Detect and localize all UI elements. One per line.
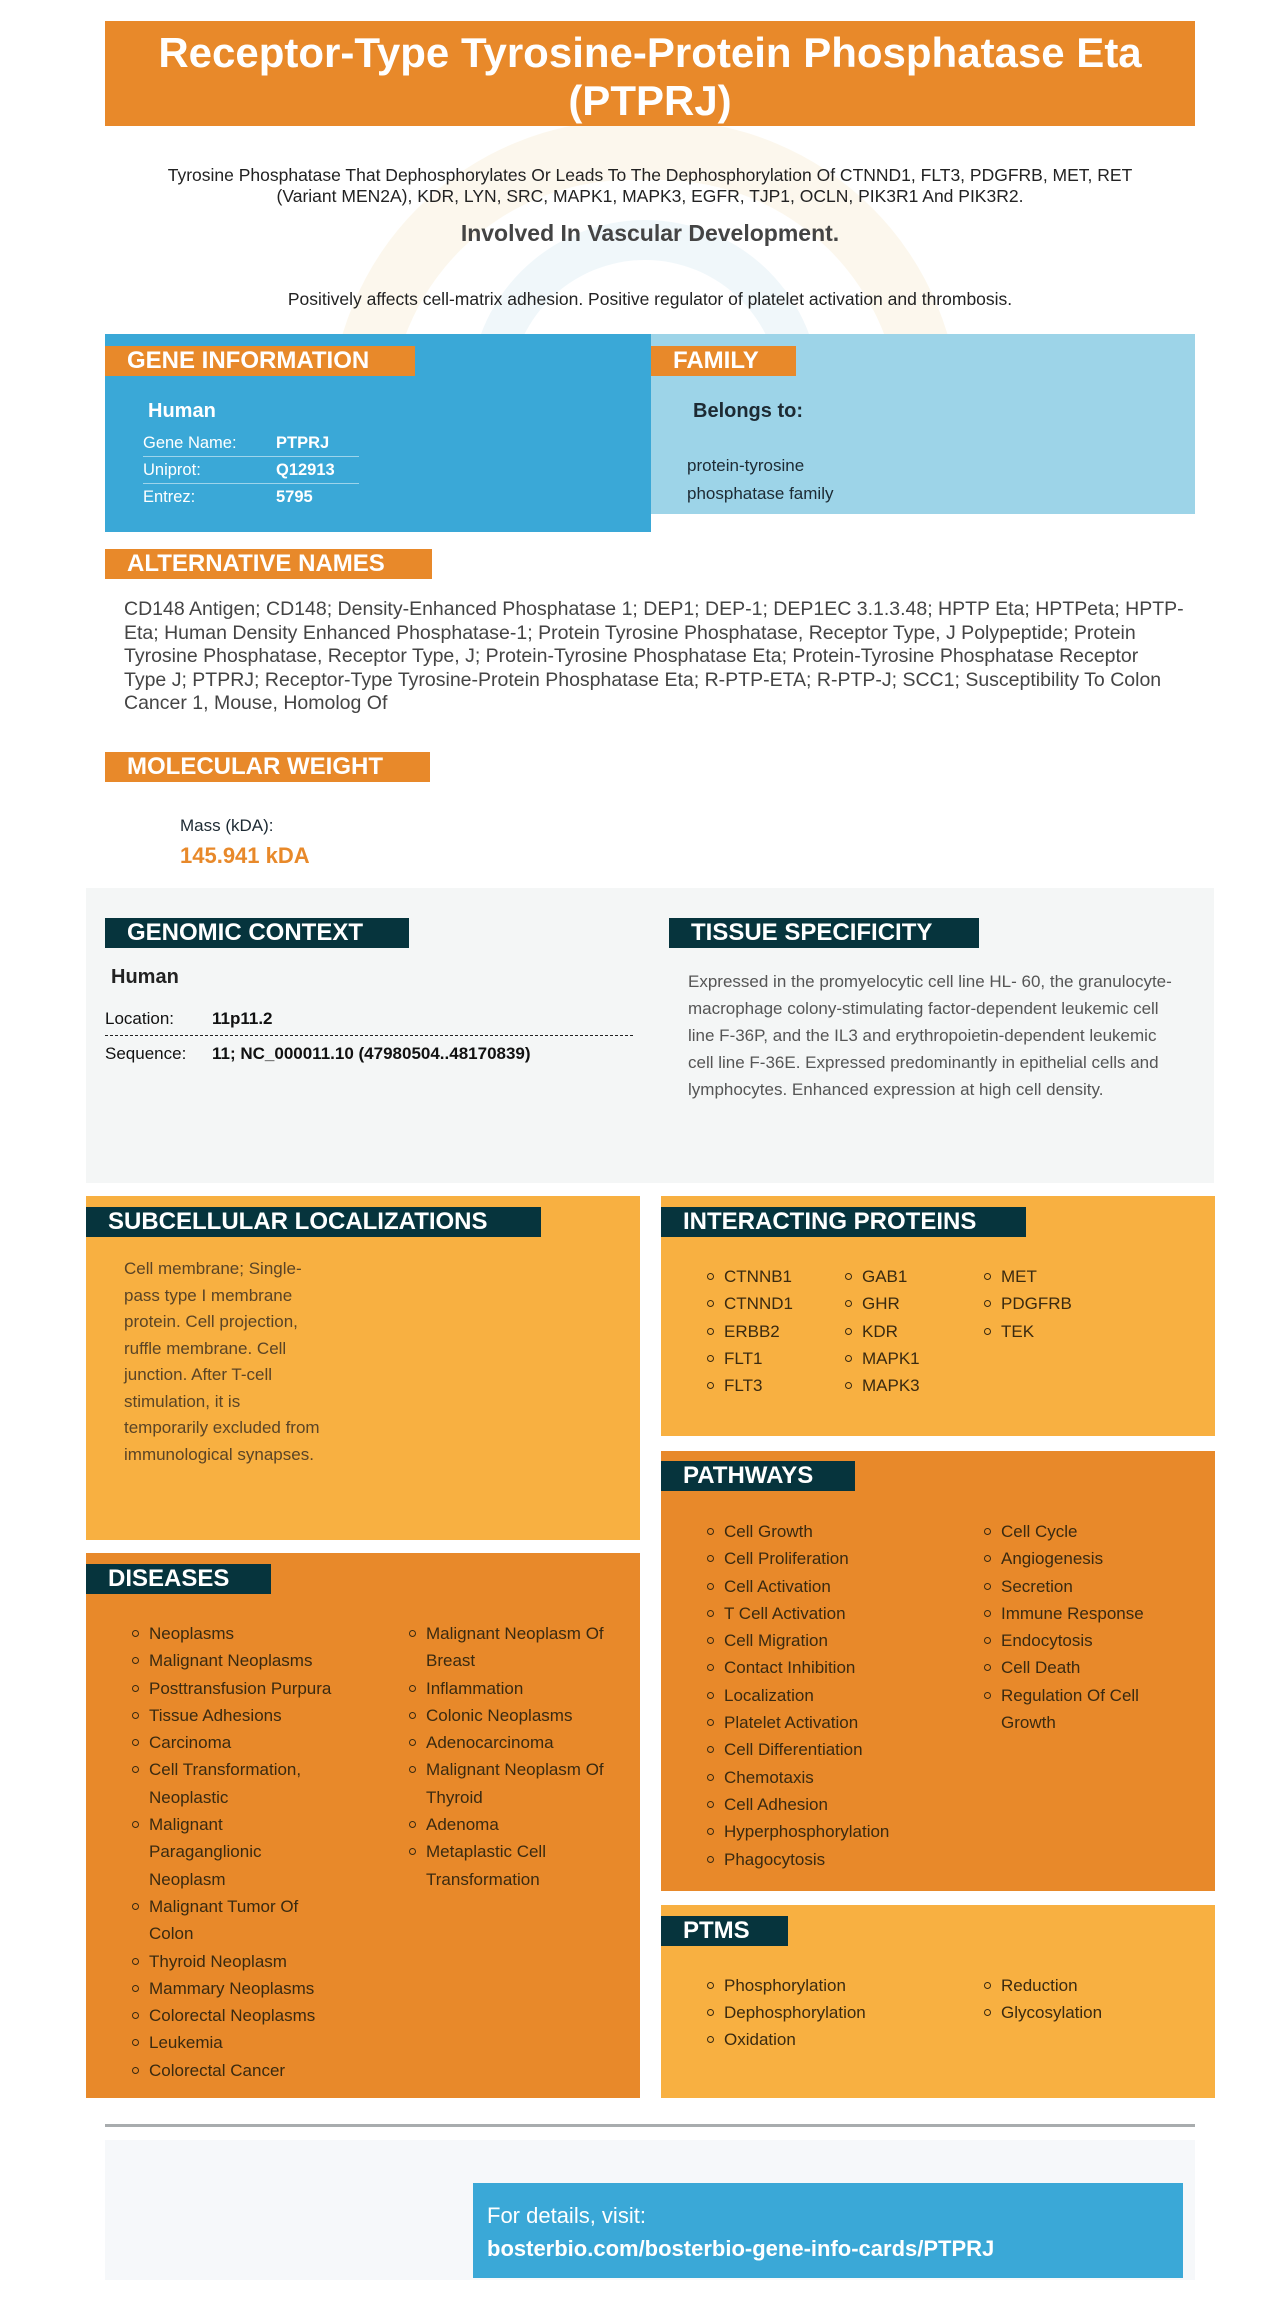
gene-info-key: Entrez: (143, 488, 196, 506)
gene-info-key: Gene Name: (143, 433, 237, 452)
gene-information-panel (105, 334, 651, 532)
genomic-species: Human (111, 966, 179, 988)
list-item: Adenocarcinoma (409, 1729, 624, 1756)
family-label: FAMILY (651, 346, 796, 376)
list-item: Metaplastic Cell Transformation (409, 1838, 624, 1893)
list-item: Leukemia (132, 2029, 352, 2056)
interacting-proteins-col2 (845, 1263, 920, 1399)
intro-text: Tyrosine Phosphatase That Dephosphorylates Or Leads To The Dephosphorylation Of CTNND1, FLT3, PDGFRB, MET, RET (Variant MEN2A), KDR, LYN, SRC, MAPK1, MAPK3, EGFR, TJP1, OCLN, PIK3R1 And PIK3R2. (167, 165, 1133, 206)
list-item: Angiogenesis (984, 1545, 1174, 1572)
gene-info-key: Uniprot: (143, 460, 201, 479)
list-item: FLT1 (707, 1345, 793, 1372)
pathways-col2 (984, 1518, 1174, 1736)
ptms-col1b (707, 2026, 796, 2053)
gene-info-table (143, 430, 359, 511)
list-item: Carcinoma (132, 1729, 352, 1756)
list-item: Posttransfusion Purpura (132, 1675, 352, 1702)
subcellular-text: Cell membrane; Single-pass type I membrane protein. Cell projection, ruffle membrane. Cell junction. After T-cell stimulation, it is temporarily excluded from immunological synapses. (124, 1259, 320, 1464)
genomic-sequence-row (105, 1037, 633, 1071)
list-item: Oxidation (707, 2026, 796, 2053)
diseases-col2 (409, 1620, 624, 1893)
list-item: Phagocytosis (707, 1846, 947, 1873)
list-item: Malignant Neoplasms (132, 1647, 352, 1674)
gene-species: Human (148, 400, 216, 422)
list-item: Cell Adhesion (707, 1791, 947, 1818)
alternative-names-text: CD148 Antigen; CD148; Density-Enhanced Phosphatase 1; DEP1; DEP-1; DEP1EC 3.1.3.48; HPTP Eta; HPTPeta; HPTP-Eta; Human Density Enhanced Phosphatase-1; Protein Tyrosine Phosphatase, Receptor Type, J Polypeptide; Protein Tyrosine Phosphatase, Receptor Type, J; Protein-Tyrosine Phosphatase Eta; Protein-Tyrosine Phosphatase Receptor Type J; PTPRJ; Receptor-Type Tyrosine-Protein Phosphatase Eta; R-PTP-ETA; R-PTP-J; SCC1; Susceptibility To Colon Cancer 1, Mouse, Homolog Of (124, 598, 1184, 714)
list-item: Cell Transformation, Neoplastic (132, 1756, 352, 1811)
list-item: Colorectal Neoplasms (132, 2002, 352, 2029)
list-item: Hyperphosphorylation (707, 1818, 947, 1845)
list-item: Malignant Tumor Of Colon (132, 1893, 332, 1948)
list-item: Cell Proliferation (707, 1545, 947, 1572)
list-item: Contact Inhibition (707, 1654, 947, 1681)
alternative-names-label: ALTERNATIVE NAMES (105, 549, 432, 579)
mass-label: Mass (kDA): (180, 816, 274, 835)
list-item: Malignant Paraganglionic Neoplasm (132, 1811, 272, 1893)
family-text: protein-tyrosine phosphatase family (687, 456, 834, 503)
list-item: Colorectal Cancer (132, 2057, 352, 2084)
interacting-proteins-col1 (707, 1263, 793, 1399)
list-item: Cell Death (984, 1654, 1174, 1681)
footer-link[interactable]: bosterbio.com/bosterbio-gene-info-cards/PTPRJ (487, 2236, 995, 2261)
list-item: CTNND1 (707, 1290, 793, 1317)
footer-visit-label: For details, visit: (487, 2203, 646, 2228)
list-item: Chemotaxis (707, 1764, 947, 1791)
genomic-location-key: Location: (105, 1008, 174, 1028)
intro-text-secondary: Positively affects cell-matrix adhesion. Positive regulator of platelet activation and thrombosis. (287, 289, 1013, 309)
interacting-proteins-col3 (984, 1263, 1072, 1345)
gene-info-row (143, 430, 359, 457)
list-item: Neoplasms (132, 1620, 352, 1647)
gene-info-value: PTPRJ (276, 433, 330, 452)
gene-info-value: Q12913 (276, 460, 335, 479)
list-item: Inflammation (409, 1675, 624, 1702)
list-item: T Cell Activation (707, 1600, 947, 1627)
family-panel (651, 334, 1195, 514)
list-item: Malignant Neoplasm Of Thyroid (409, 1756, 624, 1811)
list-item: Secretion (984, 1573, 1174, 1600)
list-item: Cell Cycle (984, 1518, 1174, 1545)
list-item: Phosphorylation (707, 1972, 866, 1999)
mass-value: 145.941 kDA (180, 843, 310, 868)
intro-subheading: Involved In Vascular Development. (460, 220, 840, 246)
list-item: Cell Activation (707, 1573, 947, 1600)
diseases-label: DISEASES (86, 1564, 271, 1594)
pathways-col1 (707, 1518, 947, 1873)
list-item: MAPK1 (845, 1345, 920, 1372)
list-item: FLT3 (707, 1372, 793, 1399)
list-item: MAPK3 (845, 1372, 920, 1399)
list-item: Mammary Neoplasms (132, 1975, 352, 2002)
list-item: GAB1 (845, 1263, 920, 1290)
genomic-location-row (105, 1002, 633, 1036)
list-item: CTNNB1 (707, 1263, 793, 1290)
list-item: KDR (845, 1318, 920, 1345)
gene-info-value: 5795 (276, 488, 313, 506)
subcellular-label: SUBCELLULAR LOCALIZATIONS (86, 1207, 541, 1237)
pathways-label: PATHWAYS (661, 1461, 855, 1491)
list-item: Dephosphorylation (707, 1999, 866, 2026)
gene-info-row (143, 457, 359, 484)
tissue-specificity-text: Expressed in the promyelocytic cell line HL- 60, the granulocyte-macrophage colony-stimulating factor-dependent leukemic cell line F-36P, and the IL3 and erythropoietin-dependent leukemic cell line F-36E. Expressed predominantly in epithelial cells and lymphocytes. Enhanced expression at high cell density. (688, 972, 1172, 1099)
list-item: Cell Migration (707, 1627, 947, 1654)
list-item: Localization (707, 1682, 947, 1709)
list-item: GHR (845, 1290, 920, 1317)
list-item: Glycosylation (984, 1999, 1102, 2026)
list-item: Malignant Neoplasm Of Breast (409, 1620, 624, 1675)
footer-details-box[interactable] (473, 2183, 1183, 2278)
list-item: MET (984, 1263, 1072, 1290)
list-item: Colonic Neoplasms (409, 1702, 624, 1729)
page-title: Receptor-Type Tyrosine-Protein Phosphatase Eta (PTPRJ) (105, 21, 1195, 126)
genomic-context-label: GENOMIC CONTEXT (105, 918, 409, 948)
list-item: Cell Differentiation (707, 1736, 947, 1763)
genomic-sequence-value: 11; NC_000011.10 (47980504..48170839) (212, 1044, 531, 1063)
list-item: ERBB2 (707, 1318, 793, 1345)
list-item: Regulation Of Cell Growth (984, 1682, 1174, 1737)
list-item: Immune Response (984, 1600, 1174, 1627)
list-item: Tissue Adhesions (132, 1702, 352, 1729)
list-item: Adenoma (409, 1811, 624, 1838)
list-item: PDGFRB (984, 1290, 1072, 1317)
diseases-col1 (132, 1620, 352, 2084)
footer-divider (105, 2124, 1195, 2127)
ptms-col2 (984, 1972, 1102, 2027)
gene-information-label: GENE INFORMATION (105, 346, 415, 376)
list-item: TEK (984, 1318, 1072, 1345)
list-item: Cell Growth (707, 1518, 947, 1545)
tissue-specificity-label: TISSUE SPECIFICITY (669, 918, 979, 948)
list-item: Reduction (984, 1972, 1102, 1999)
genomic-sequence-key: Sequence: (105, 1044, 187, 1063)
gene-info-row (143, 484, 359, 511)
list-item: Thyroid Neoplasm (132, 1948, 352, 1975)
genomic-location-value: 11p11.2 (212, 1008, 273, 1028)
molecular-weight-label: MOLECULAR WEIGHT (105, 752, 430, 782)
interacting-proteins-label: INTERACTING PROTEINS (661, 1207, 1026, 1237)
ptms-label: PTMS (661, 1916, 788, 1946)
list-item: Endocytosis (984, 1627, 1174, 1654)
family-belongs-label: Belongs to: (693, 400, 803, 422)
ptms-col1 (707, 1972, 866, 2027)
list-item: Platelet Activation (707, 1709, 947, 1736)
